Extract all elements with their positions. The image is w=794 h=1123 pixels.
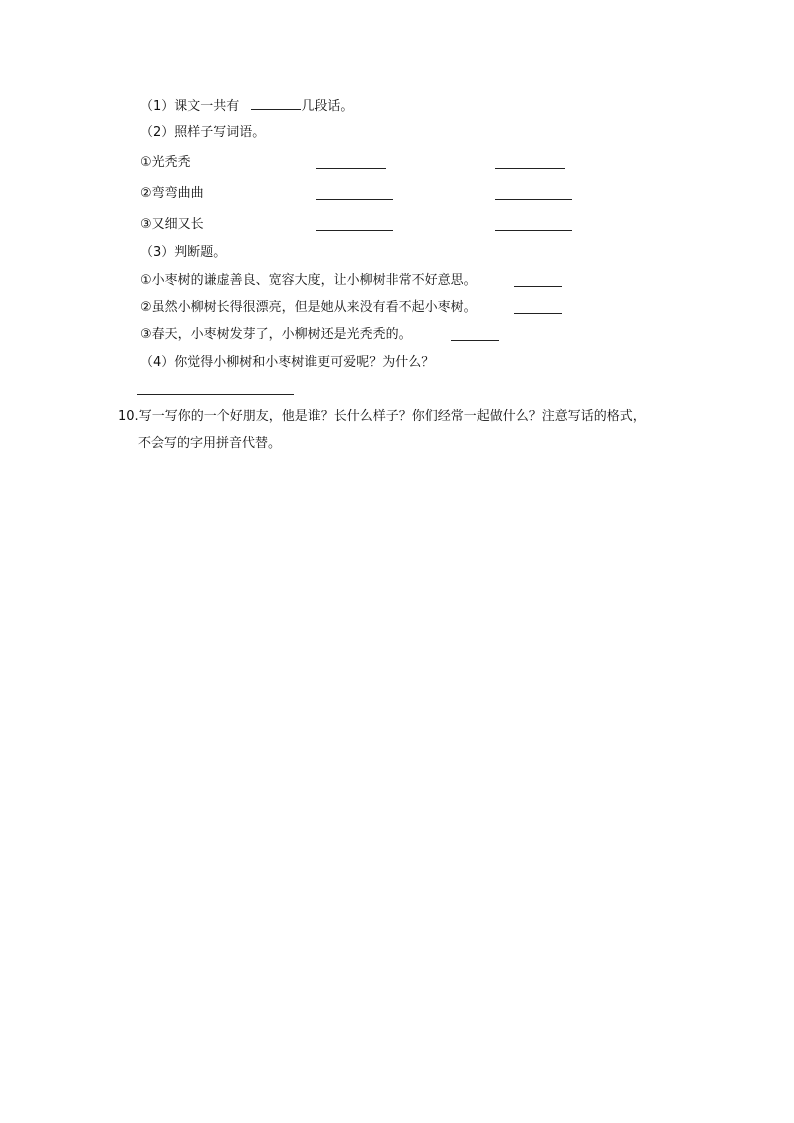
word-item-1: ①光秃秃 bbox=[140, 155, 191, 170]
judgement-item-2: ②虽然小柳树长得很漂亮，但是她从来没有看不起小枣树。 bbox=[140, 300, 477, 315]
answer-blank[interactable] bbox=[495, 168, 565, 169]
answer-blank[interactable] bbox=[451, 340, 499, 341]
answer-blank[interactable] bbox=[514, 286, 562, 287]
judgement-item-3: ③春天，小枣树发芽了，小柳树还是光秃秃的。 bbox=[140, 327, 412, 342]
answer-blank[interactable] bbox=[316, 199, 393, 200]
question-number: 10. bbox=[118, 409, 139, 424]
sub-question-1 bbox=[140, 96, 353, 116]
sub-question-1-suffix: 几段话。 bbox=[301, 99, 354, 114]
answer-blank[interactable] bbox=[514, 313, 562, 314]
question-10-line-2: 不会写的字用拼音代替。 bbox=[138, 436, 282, 451]
answer-blank[interactable] bbox=[251, 96, 301, 110]
word-item-3: ③又细又长 bbox=[140, 217, 204, 232]
sub-question-2-label: （2）照样子写词语。 bbox=[140, 125, 266, 140]
word-item-2: ②弯弯曲曲 bbox=[140, 186, 204, 201]
answer-blank[interactable] bbox=[316, 230, 393, 231]
sub-question-3-label: （3）判断题。 bbox=[140, 245, 227, 260]
answer-blank[interactable] bbox=[495, 199, 572, 200]
question-10 bbox=[118, 408, 646, 426]
judgement-item-1: ①小枣树的谦虚善良、宽容大度，让小柳树非常不好意思。 bbox=[140, 273, 477, 288]
sub-question-4-label: （4）你觉得小柳树和小枣树谁更可爱呢？为什么？ bbox=[140, 355, 435, 370]
answer-blank[interactable] bbox=[316, 168, 386, 169]
question-10-line-1: 写一写你的一个好朋友，他是谁？长什么样子？你们经常一起做什么？注意写话的格式， bbox=[138, 409, 646, 424]
answer-blank[interactable] bbox=[495, 230, 572, 231]
sub-question-1-label: （1）课文一共有 bbox=[140, 99, 240, 114]
answer-line[interactable] bbox=[137, 394, 294, 395]
